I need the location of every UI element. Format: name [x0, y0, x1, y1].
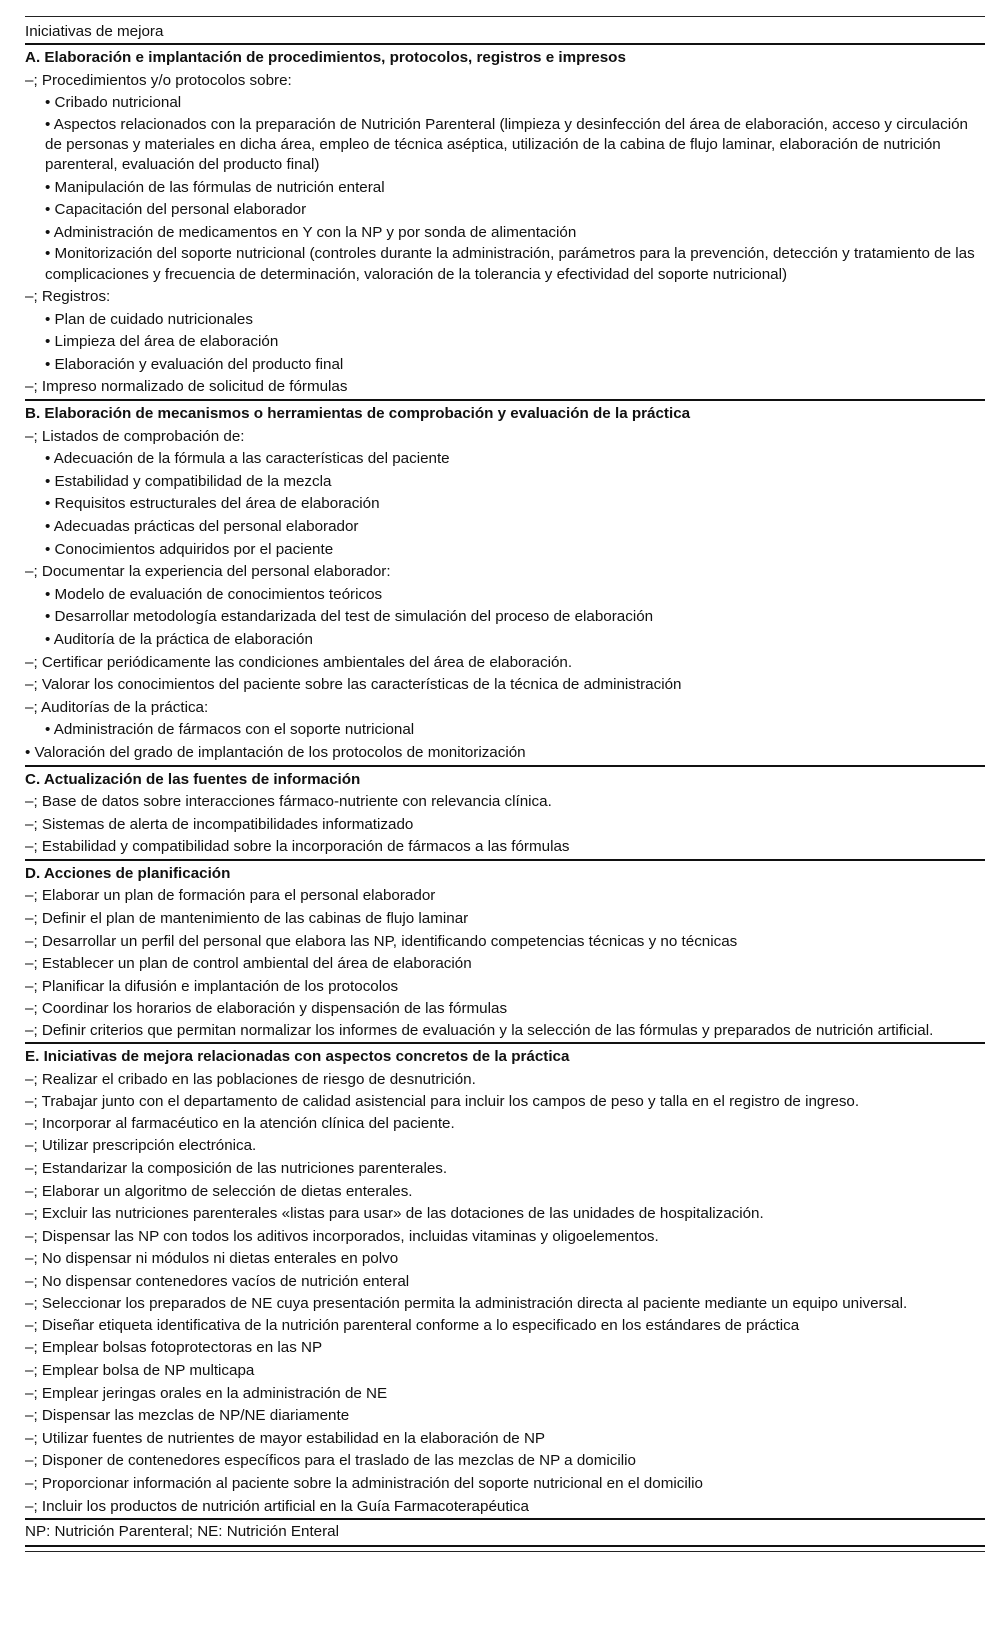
dash-item: –; Definir el plan de mantenimiento de las cabinas de flujo laminar [25, 910, 469, 928]
dash-item: –; Utilizar fuentes de nutrientes de mayor estabilidad en la elaboración de NP [25, 1429, 546, 1447]
dash-item: –; Listados de comprobación de: [25, 427, 245, 445]
section-title: E. Iniciativas de mejora relacionadas con aspectos concretos de la práctica [25, 1048, 570, 1066]
section-b [25, 401, 985, 765]
bullet-item: • Adecuadas prácticas del personal elaborador [45, 517, 359, 535]
bullet-item: • Cribado nutricional [45, 94, 182, 112]
dash-item: –; Establecer un plan de control ambiental del área de elaboración [25, 955, 472, 973]
dash-item: –; Desarrollar un perfil del personal que elabora las NP, identificando competencias técnicas y no técnicas [25, 932, 738, 950]
dash-item: –; Base de datos sobre interacciones fármaco-nutriente con relevancia clínica. [25, 793, 552, 811]
dash-item: –; Definir criterios que permitan normalizar los informes de evaluación y la selección de las fórmulas y preparados de nutrición artificial. [25, 1022, 934, 1040]
dash-item: –; Emplear bolsas fotoprotectoras en las NP [25, 1339, 323, 1357]
dash-item: –; Certificar periódicamente las condiciones ambientales del área de elaboración. [25, 653, 573, 671]
bullet-item: • Elaboración y evaluación del producto final [45, 355, 344, 373]
bullet-item: • Limpieza del área de elaboración [45, 333, 279, 351]
dash-item: –; Impreso normalizado de solicitud de fórmulas [25, 378, 348, 396]
bullet-item: • Requisitos estructurales del área de elaboración [45, 495, 380, 513]
bottom-rule-second [25, 1551, 985, 1552]
dash-item: –; Utilizar prescripción electrónica. [25, 1137, 257, 1155]
bullet-item: • Estabilidad y compatibilidad de la mezcla [45, 472, 332, 490]
improvement-initiatives-table [25, 16, 985, 1552]
section-title: A. Elaboración e implantación de procedimientos, protocolos, registros e impresos [25, 49, 626, 66]
section-title: B. Elaboración de mecanismos o herramientas de comprobación y evaluación de la práctica [25, 405, 691, 423]
dash-item: –; Trabajar junto con el departamento de calidad asistencial para incluir los campos de peso y talla en el registro de ingreso. [25, 1092, 860, 1110]
section-e [25, 1044, 985, 1518]
bullet-item: • Capacitación del personal elaborador [45, 201, 307, 219]
dash-item: –; Auditorías de la práctica: [25, 698, 209, 716]
dash-item: –; Seleccionar los preparados de NE cuya presentación permita la administración directa al paciente mediante un equipo universal. [25, 1294, 908, 1312]
dash-item: –; Incorporar al farmacéutico en la atención clínica del paciente. [25, 1114, 455, 1132]
dash-item: –; Dispensar las NP con todos los aditivos incorporados, incluidas vitaminas y oligoelementos. [25, 1227, 659, 1245]
section-c [25, 767, 985, 859]
sections-container [25, 45, 985, 1518]
dash-item: –; Elaborar un algoritmo de selección de dietas enterales. [25, 1182, 413, 1200]
table-header: Iniciativas de mejora [25, 23, 164, 40]
bullet-item: • Adecuación de la fórmula a las características del paciente [45, 450, 450, 468]
table-footnote: NP: Nutrición Parenteral; NE: Nutrición Enteral [25, 1523, 339, 1541]
bullet-item: • Modelo de evaluación de conocimientos teóricos [45, 585, 383, 603]
dash-item: –; Diseñar etiqueta identificativa de la nutrición parenteral conforme a lo especificado en los estándares de práctica [25, 1316, 800, 1334]
dash-item: –; Valorar los conocimientos del paciente sobre las características de la técnica de administración [25, 676, 682, 694]
bullet-item: • Manipulación de las fórmulas de nutrición enteral [45, 178, 385, 196]
bullet-item: • Aspectos relacionados con la preparación de Nutrición Parenteral (limpieza y desinfección del área de elaboración, acceso y circulación de personas y materiales en dicha área, empleo de técnica aséptica, utilización de la cabina de flujo laminar, elaboración de nutrición parenteral, evaluación del producto final) [45, 115, 968, 174]
dash-item: –; Disponer de contenedores específicos para el traslado de las mezclas de NP a domicilio [25, 1452, 636, 1470]
dash-item: –; Estabilidad y compatibilidad sobre la incorporación de fármacos a las fórmulas [25, 838, 570, 856]
section-title: C. Actualización de las fuentes de información [25, 770, 361, 788]
dash-item: –; Estandarizar la composición de las nutriciones parenterales. [25, 1160, 448, 1178]
section-a [25, 45, 985, 399]
dash-item: • Valoración del grado de implantación de los protocolos de monitorización [25, 743, 526, 761]
bullet-item: • Monitorización del soporte nutricional (controles durante la administración, parámetros para la prevención, detección y tratamiento de las complicaciones y frecuencia de determinación, valoración de la tolerancia y efectividad del soporte nutricional) [45, 245, 975, 283]
dash-item: –; Emplear jeringas orales en la administración de NE [25, 1384, 388, 1402]
bullet-item: • Plan de cuidado nutricionales [45, 310, 253, 328]
section-d [25, 861, 985, 1042]
bottom-rule [25, 1545, 985, 1547]
dash-item: –; Excluir las nutriciones parenterales «listas para usar» de las dotaciones de las unidades de hospitalización. [25, 1205, 764, 1223]
bullet-item: • Administración de medicamentos en Y con la NP y por sonda de alimentación [45, 223, 577, 241]
dash-item: –; Planificar la difusión e implantación de los protocolos [25, 977, 399, 995]
section-title: D. Acciones de planificación [25, 864, 231, 882]
dash-item: –; Emplear bolsa de NP multicapa [25, 1362, 255, 1380]
dash-item: –; Procedimientos y/o protocolos sobre: [25, 71, 292, 89]
bullet-item: • Desarrollar metodología estandarizada del test de simulación del proceso de elaboración [45, 608, 654, 626]
dash-item: –; No dispensar contenedores vacíos de nutrición enteral [25, 1272, 410, 1290]
bullet-item: • Conocimientos adquiridos por el paciente [45, 540, 334, 558]
dash-item: –; No dispensar ni módulos ni dietas enterales en polvo [25, 1250, 399, 1268]
dash-item: –; Documentar la experiencia del personal elaborador: [25, 563, 391, 581]
dash-item: –; Proporcionar información al paciente sobre la administración del soporte nutricional en el domicilio [25, 1475, 703, 1493]
dash-item: –; Incluir los productos de nutrición artificial en la Guía Farmacoterapéutica [25, 1497, 529, 1515]
dash-item: –; Coordinar los horarios de elaboración y dispensación de las fórmulas [25, 1000, 508, 1018]
dash-item: –; Elaborar un plan de formación para el personal elaborador [25, 887, 436, 905]
dash-item: –; Registros: [25, 288, 111, 306]
bullet-item: • Administración de fármacos con el soporte nutricional [45, 721, 415, 739]
bullet-item: • Auditoría de la práctica de elaboración [45, 630, 313, 648]
dash-item: –; Sistemas de alerta de incompatibilidades informatizado [25, 815, 414, 833]
dash-item: –; Realizar el cribado en las poblaciones de riesgo de desnutrición. [25, 1070, 476, 1088]
dash-item: –; Dispensar las mezclas de NP/NE diariamente [25, 1407, 350, 1425]
